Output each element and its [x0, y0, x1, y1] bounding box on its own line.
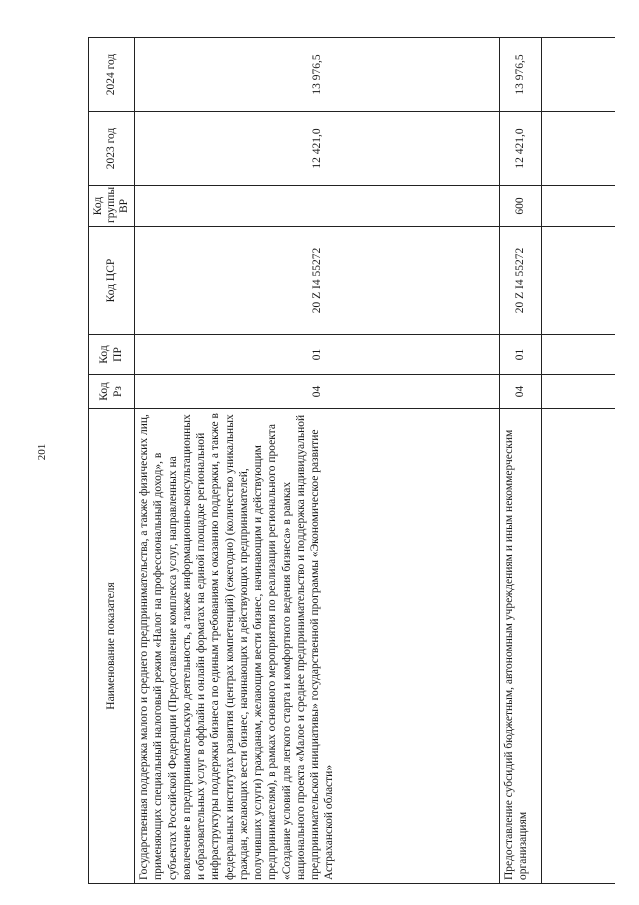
- budget-table: [88, 37, 615, 884]
- row-name: Государственная поддержка малого и среднего предпринимательства, а также физических лиц, применяющих специальный налоговый режим «Налог на профессиональный доход», в субъектах Российской Федерации (Предоставление комплекса услуг, направленных на вовлечение в предпринимательскую деятельность, а также информационно-консультационных и образовательных услуг в оффлайн и онлайн форматах на единой площадке региональной инфраструктуры поддержки бизнеса по единым требованиям к оказанию поддержки, а также в федеральных институтах развития (центрах компетенций) (ежегодно) (количество уникальных граждан, желающих вести бизнес, начинающих и действующих предпринимателей, получивших услуги) гражданам, желающим вести бизнес, начинающим и действующим предпринимателям), в рамках основного мероприятия по реализации регионального проекта «Создание условий для легкого старта и комфортного ведения бизнеса» в рамках национального проекта «Малое и среднее предпринимательство и поддержка индивидуальной предпринимательской инициативы» государственной программы «Экономическое развитие Астраханской области»: [135, 409, 500, 884]
- row-csr: 20 Z I4 55272: [500, 227, 542, 335]
- row-vr: 600: [500, 186, 542, 227]
- empty-cell: [542, 409, 615, 884]
- empty-cell: [542, 335, 615, 375]
- empty-cell: [542, 186, 615, 227]
- row-rz: 04: [500, 375, 542, 409]
- row-2023: 12 421,0: [135, 112, 500, 186]
- header-2024: 2024 год: [89, 38, 135, 112]
- table-row-empty: [542, 38, 615, 884]
- row-csr: 20 Z I4 55272: [135, 227, 500, 335]
- row-pr: 01: [135, 335, 500, 375]
- header-pr: Код ПР: [89, 335, 135, 375]
- row-2024: 13 976,5: [500, 38, 542, 112]
- row-2024: 13 976,5: [135, 38, 500, 112]
- empty-cell: [542, 38, 615, 112]
- empty-cell: [542, 227, 615, 335]
- table-header-row: [89, 38, 135, 884]
- row-2023: 12 421,0: [500, 112, 542, 186]
- page-number: 201: [36, 443, 48, 461]
- row-pr: 01: [500, 335, 542, 375]
- header-rz: Код Рз: [89, 375, 135, 409]
- rotated-table-container: [88, 38, 614, 884]
- row-vr: [135, 186, 500, 227]
- row-rz: 04: [135, 375, 500, 409]
- empty-cell: [542, 375, 615, 409]
- table-row: [500, 38, 542, 884]
- header-vr: Код группы ВР: [89, 186, 135, 227]
- empty-cell: [542, 112, 615, 186]
- header-2023: 2023 год: [89, 112, 135, 186]
- header-name: Наименование показателя: [89, 409, 135, 884]
- header-csr: Код ЦСР: [89, 227, 135, 335]
- table-row: [135, 38, 500, 884]
- row-name: Предоставление субсидий бюджетным, автономным учреждениям и иным некоммерческим организациям: [500, 409, 542, 884]
